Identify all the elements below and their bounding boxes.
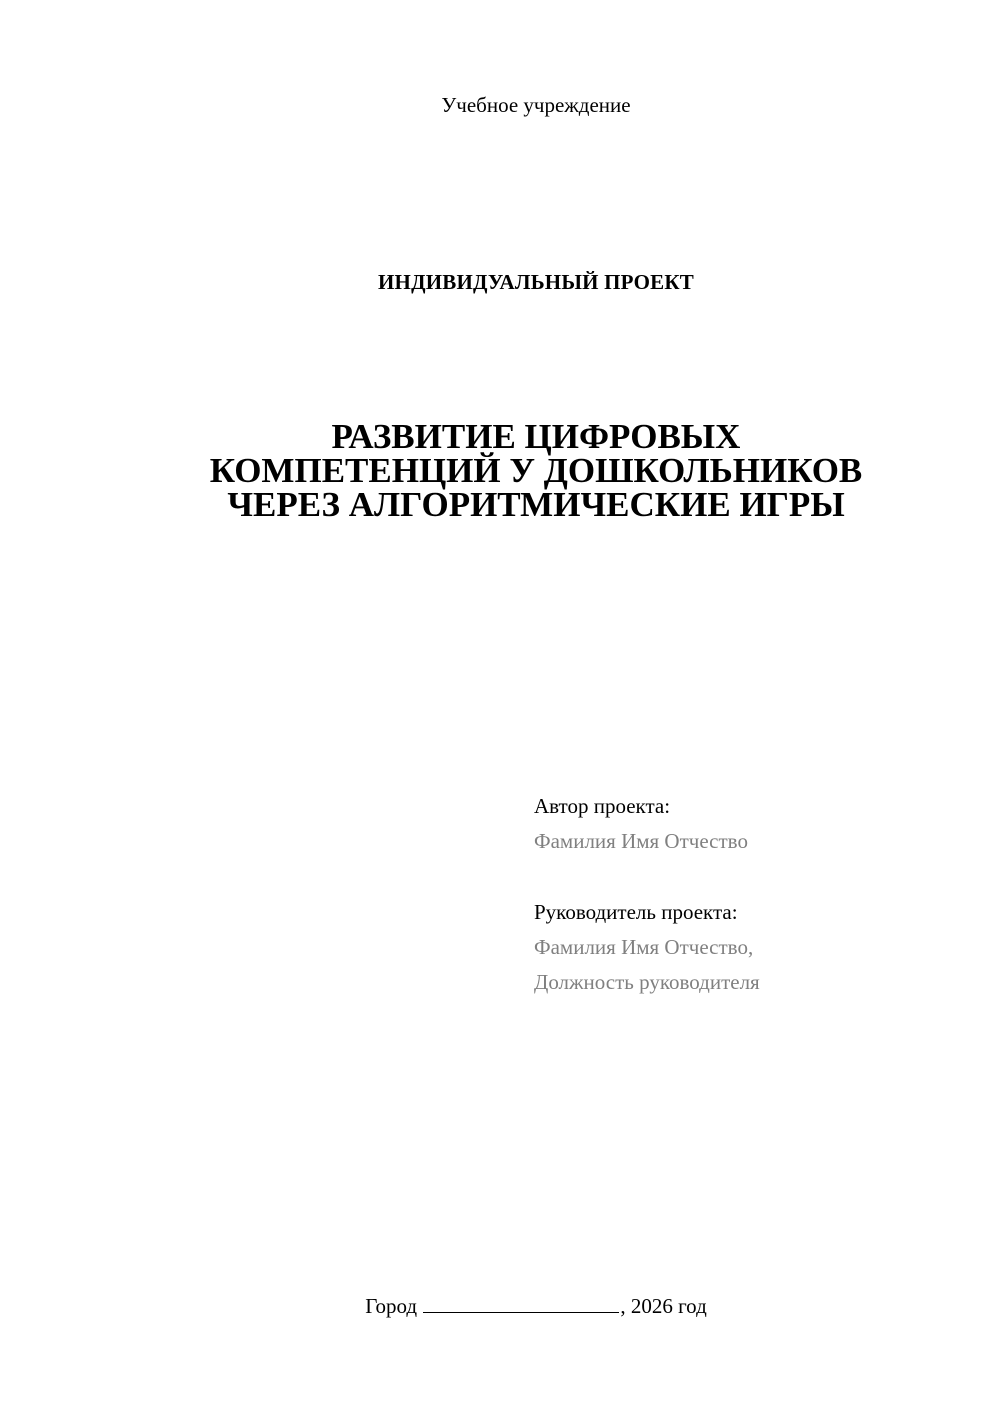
project-title-line: ЧЕРЕЗ АЛГОРИТМИЧЕСКИЕ ИГРЫ — [227, 485, 845, 524]
author-label: Автор проекта: — [534, 794, 671, 818]
year-text: , 2026 год — [620, 1294, 707, 1318]
city-year-line — [0, 1290, 1000, 1320]
supervisor-name: Фамилия Имя Отчество, — [534, 935, 754, 959]
info-spacer — [534, 859, 974, 895]
document-type: ИНДИВИДУАЛЬНЫЙ ПРОЕКТ — [378, 270, 694, 294]
project-title-line: РАЗВИТИЕ ЦИФРОВЫХ — [331, 417, 741, 456]
institution-name: Учебное учреждение — [441, 93, 631, 117]
project-info — [534, 789, 974, 1000]
city-blank-line — [423, 1290, 619, 1313]
project-title-line: КОМПЕТЕНЦИЙ У ДОШКОЛЬНИКОВ — [209, 451, 863, 490]
supervisor-label: Руководитель проекта: — [534, 900, 738, 924]
author-name: Фамилия Имя Отчество — [534, 829, 748, 853]
supervisor-position: Должность руководителя — [534, 970, 760, 994]
project-title — [0, 417, 1000, 524]
city-label: Город — [365, 1294, 418, 1318]
